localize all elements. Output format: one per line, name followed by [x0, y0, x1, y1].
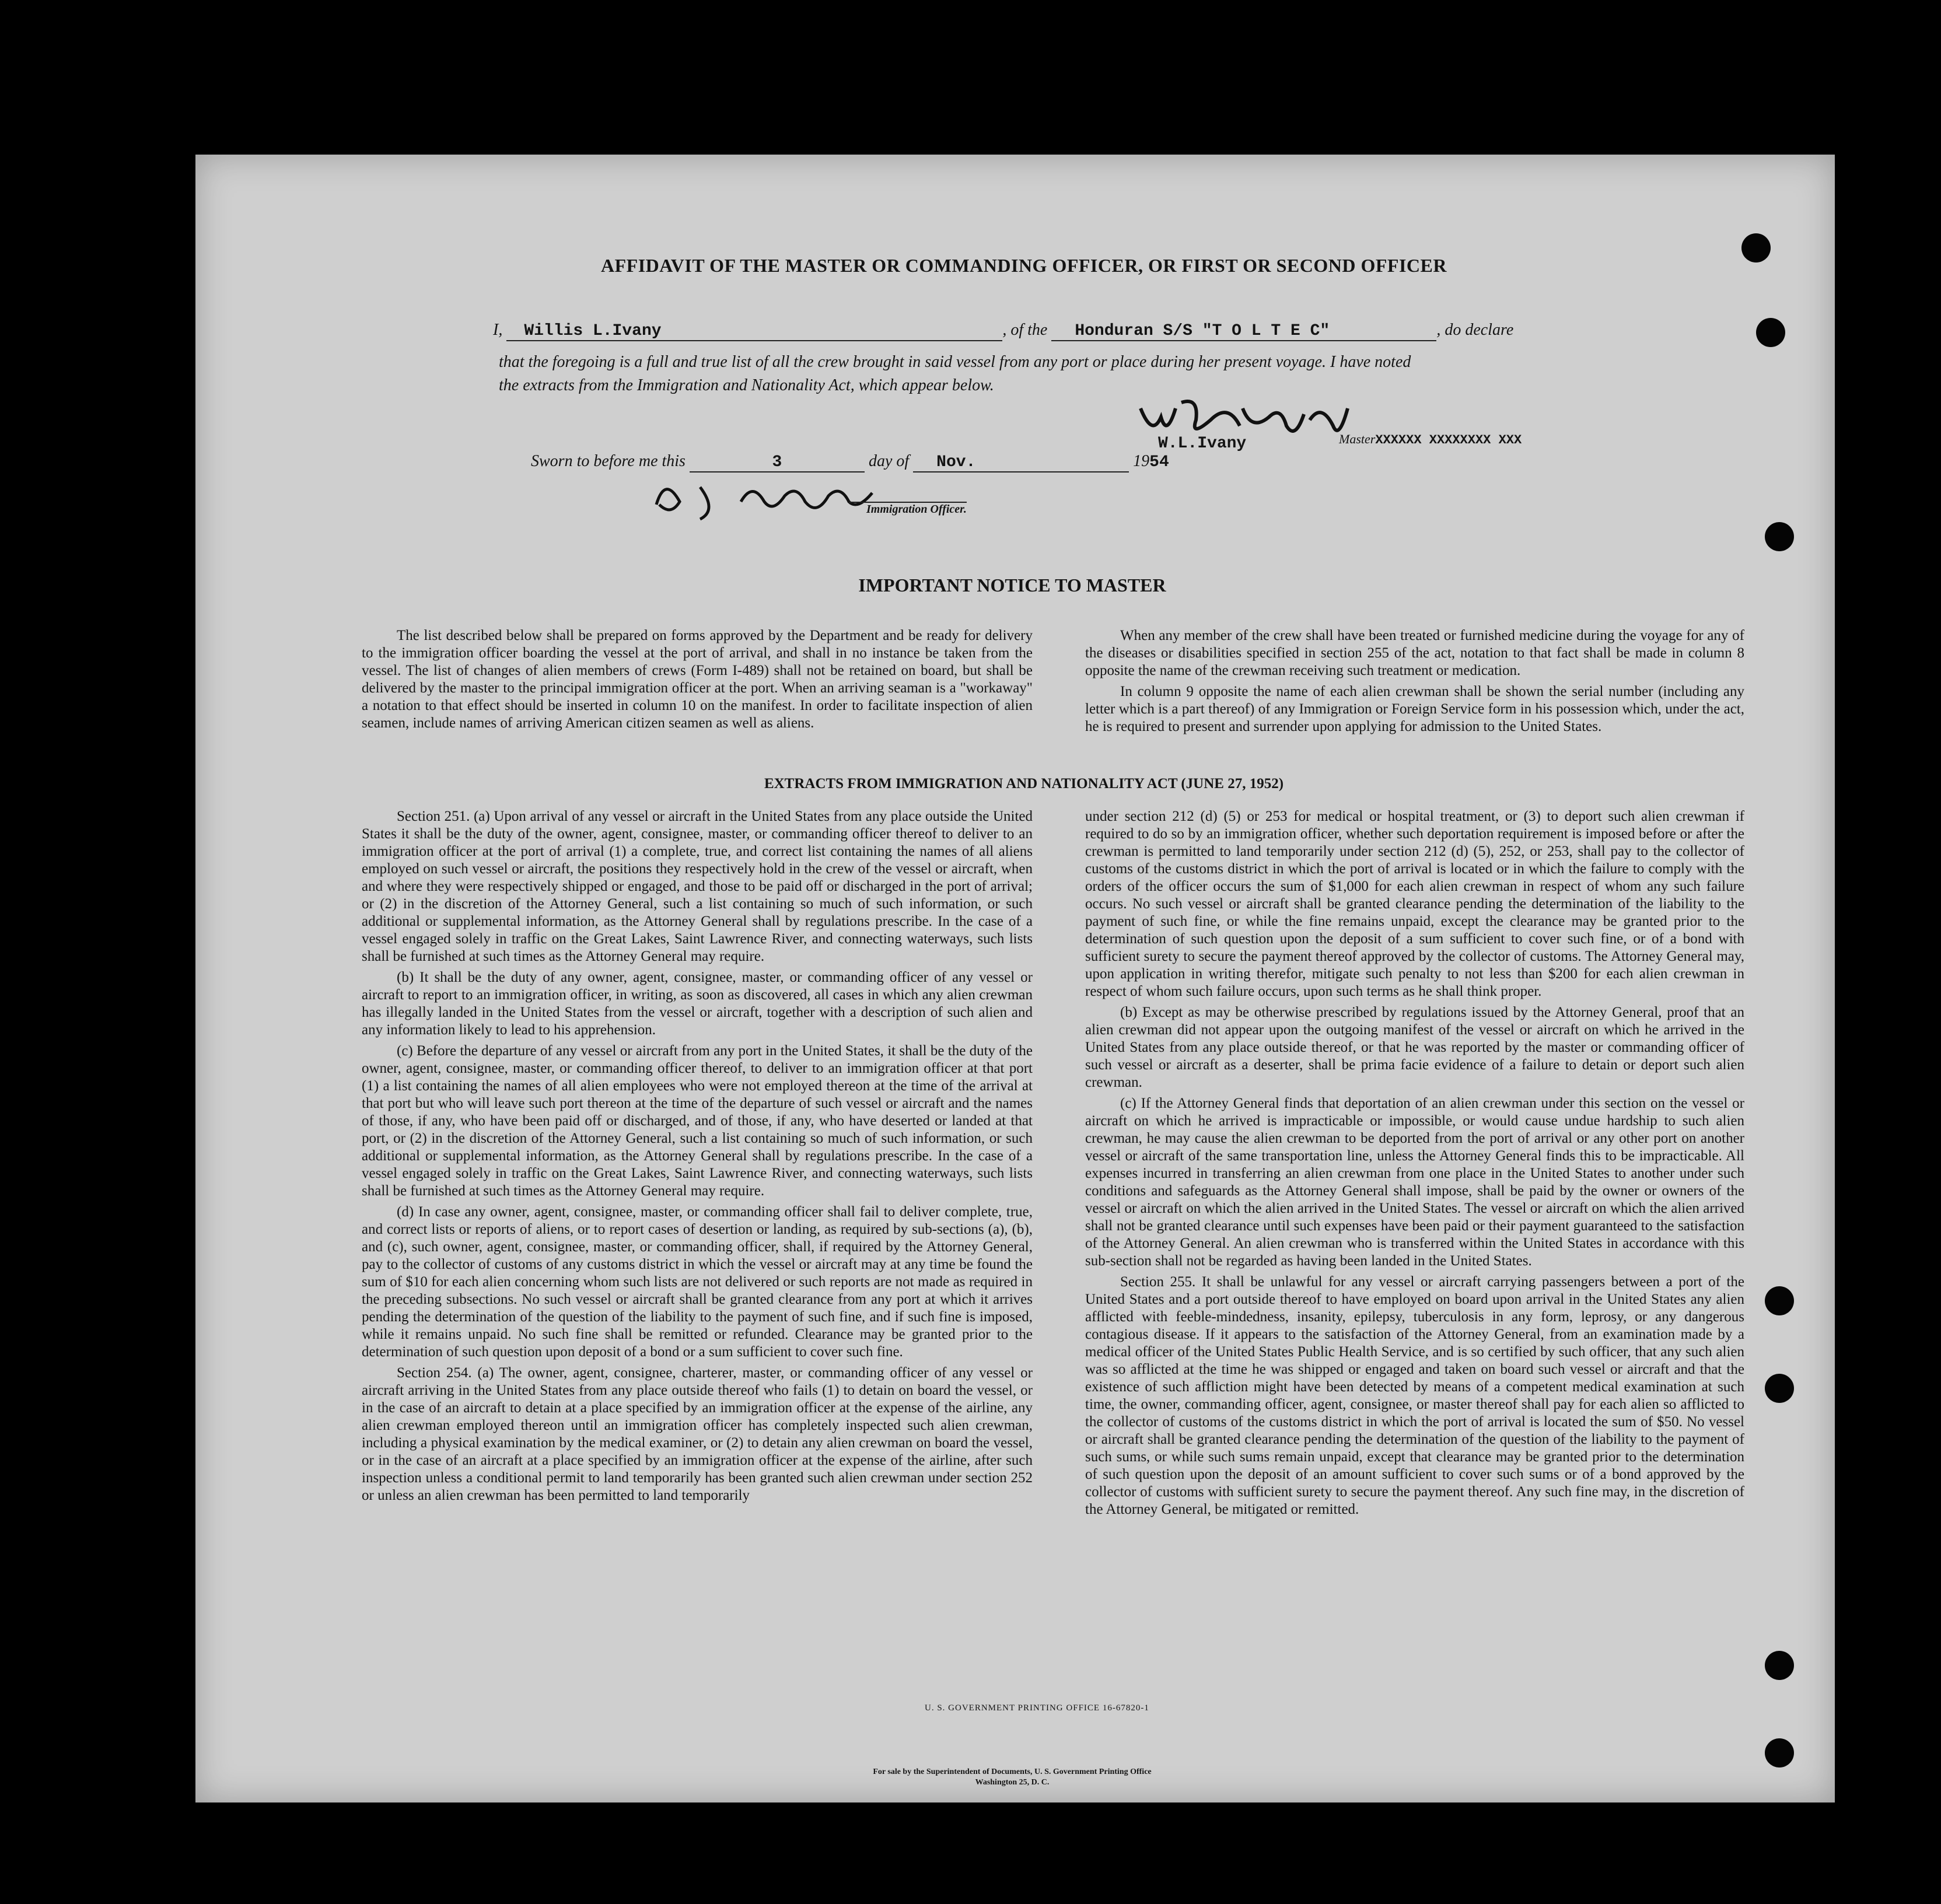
extract-paragraph: (d) In case any owner, agent, consignee, master, or commanding officer shall fail to deliver complete, true, and correct lists or reports of aliens, or to report cases of desertion or landing, as required by sub-sections (a), (b), and (c), such owner, agent, consignee, master, or commanding officer, shall, if required by the Attorney General, pay to the collector of customs of any customs district in which the vessel or aircraft may at any time be found the sum of $10 for each alien concerning whom such lists are not delivered or such reports are not made as required in the preceding subsections. No such vessel or aircraft shall be granted clearance from any port at which it arrives pending the determination of the question of the liability to the payment of such fine, and if such fine is imposed, while it remains unpaid. No such fine shall be remitted or refunded. Clearance may be granted prior to the determination of such question upon deposit of a bond or a sum sufficient to cover such fine. [362, 1204, 1033, 1360]
sale-line-2: Washington 25, D. C. [975, 1778, 1050, 1787]
extract-paragraph: (b) It shall be the duty of any owner, agent, consignee, master, or commanding officer of any vessel or aircraft to report to an immigration officer, in writing, as soon as discovered, all cases in which any alien crewman has illegally landed in the United States from the vessel or aircraft, together with a description of such alien and any information likely to lead to his apprehension. [362, 970, 1033, 1038]
declaration-text-1: that the foregoing is a full and true list of all the crew brought in said vessel from any port or place during her present voyage. I have noted [499, 353, 1411, 371]
sworn-day: 3 [772, 453, 782, 471]
sworn-month: Nov. [936, 453, 976, 471]
extracts-title: EXTRACTS FROM IMMIGRATION AND NATIONALITY ACT (JUNE 27, 1952) [764, 776, 1284, 792]
binder-hole [1765, 1738, 1794, 1768]
notice-right-paragraph: When any member of the crew shall have been treated or furnished medicine during the voyage for any of the diseases or disabilities specified in section 255 of the act, notation to that fact shall be made in column 8 opposite the name of the crewman receiving such treatment or medication. [1085, 628, 1744, 678]
binder-hole [1765, 522, 1794, 551]
do-declare-label: , do declare [1436, 321, 1514, 339]
extract-paragraph: (c) If the Attorney General finds that deportation of an alien crewman under this section on the vessel or aircraft on which he arrived is impracticable or impossible, or would cause undue hardship to such alien crewman, he may cause the alien crewman to be deported from the port of arrival or any other port on another vessel or aircraft of the same transportation line, unless the Attorney General finds this to be impracticable. All expenses incurred in transferring an alien crewman from one place in the United States to another under such conditions and safeguards as the Attorney General shall impose, shall be paid by the owner or owners of the vessel or aircraft on which the alien arrived in the United States. The vessel or aircraft on which the alien arrived shall not be granted clearance until such expenses have been paid or their payment guaranteed to the satisfaction of the Attorney General. An alien crewman who is transferred within the United States in accordance with this sub-section shall not be regarded as having been landed in the United States. [1085, 1096, 1744, 1269]
notice-left-column [362, 627, 1033, 732]
declaration-text-2: the extracts from the Immigration and Nationality Act, which appear below. [499, 376, 994, 394]
extracts-right-column [1085, 808, 1744, 1518]
extract-paragraph: (b) Except as may be otherwise prescribed by regulations issued by the Attorney General, proof that an alien crewman did not appear upon the outgoing manifest of the vessel or aircraft on which he arrived in the United States from any place outside thereof, or that he was reported by the master or commanding officer of such vessel or aircraft as a deserter, shall be prima facie evidence of a failure to detain or deport such alien crewman. [1085, 1005, 1744, 1090]
declarant-name: Willis L.Ivany [524, 322, 662, 340]
extracts-left-column [362, 808, 1033, 1504]
binder-hole [1765, 1651, 1794, 1680]
master-strikeout: XXXXXX XXXXXXXX XXX [1375, 433, 1522, 447]
master-typed-name: W.L.Ivany [1158, 435, 1247, 453]
extract-paragraph: under section 212 (d) (5) or 253 for medical or hospital treatment, or (3) to deport such alien crewman if required to do so by an immigration officer, whether such deportation requirement is imposed before or after the crewman is permitted to land temporarily under section 212 (d) (5), 252, or 253, shall pay to the collector of customs of the customs district in which the port of arrival is located or in which the failure to comply with the orders of the officer occurs the sum of $1,000 for each alien crewman in respect of whom any such failure occurs. No such vessel or aircraft shall be granted clearance pending the determination of the liability to the payment of such fine, or while the fine remains unpaid, except the clearance may be granted prior to the determination of such question upon the deposit of a sum sufficient to cover such fine, or of a bond with sufficient surety to secure the payment thereof approved by the collector of customs. The Attorney General may, upon application in writing therefor, mitigate such penalty to not less than $200 for each alien crewman in respect of whom such failure occurs, upon such terms as he shall think proper. [1085, 808, 1744, 999]
officer-signature [648, 470, 881, 522]
declarant-name-field [506, 322, 1002, 341]
master-line [1339, 432, 1522, 447]
sworn-year-prefix: 19 [1133, 452, 1150, 470]
of-label: , of the [1002, 321, 1048, 339]
declaration-line [493, 321, 1776, 341]
binder-hole [1765, 1374, 1794, 1403]
binder-hole [1765, 1286, 1794, 1315]
notice-right-paragraph: In column 9 opposite the name of each alien crewman shall be shown the serial number (including any letter which is a part thereof) of any Immigration or Foreign Service form in his possession which, under the act, he is required to present and surrender upon applying for admission to the United States. [1085, 684, 1744, 734]
notice-right-column [1085, 627, 1744, 736]
extract-paragraph: (c) Before the departure of any vessel or aircraft from any port in the United States, it shall be the duty of the owner, agent, consignee, master, or commanding officer thereof, to deliver to an immigration officer at that port (1) a list containing the names of all alien employees who were not employed thereon at the time of the arrival at that port but who will leave such port thereon at the time of the departure of such vessel or aircraft and the names of those, if any, who have been paid off or discharged, and of those, if any, who have deserted or landed at that port, or (2) in the discretion of the Attorney General, such a list containing so much of such information, or such additional or supplemental information, as the Attorney General shall by regulations prescribe. In the case of a vessel engaged solely in traffic on the Great Lakes, Saint Lawrence River, and connecting waterways, such lists shall be furnished at such times as the Attorney General may require. [362, 1043, 1033, 1199]
notice-title: IMPORTANT NOTICE TO MASTER [858, 575, 1166, 596]
sworn-label: Sworn to before me this [531, 452, 686, 470]
vessel-name: Honduran S/S "T O L T E C" [1075, 322, 1330, 340]
immigration-officer-label: Immigration Officer. [849, 502, 967, 516]
sale-line-1: For sale by the Superintendent of Documents, U. S. Government Printing Office [873, 1768, 1152, 1776]
extract-paragraph: Section 254. (a) The owner, agent, consignee, charterer, master, or commanding officer of any vessel or aircraft arriving in the United States from any place outside thereof who fails (1) to detain on board the vessel, or in the case of an aircraft to detain at a place specified by an immigration officer at the expense of the airline, any alien crewman employed thereon until an immigration officer has completely inspected such alien crewman, including a physical examination by the medical examiner, or (2) to detain any alien crewman on board the vessel, or in the case of an aircraft at a place specified by an immigration officer at the expense of the airline, after such inspection unless a conditional permit to land temporarily has been granted such alien crewman under section 252 or unless an alien crewman has been permitted to land temporarily [362, 1365, 1033, 1503]
binder-hole [1741, 233, 1771, 262]
i-label: I, [493, 321, 503, 339]
vessel-name-field [1051, 322, 1436, 341]
day-of-label: day of [868, 452, 910, 470]
sworn-year-suffix: 54 [1149, 453, 1169, 471]
document-page [195, 155, 1835, 1803]
sworn-month-field [913, 453, 1129, 473]
extract-paragraph: Section 255. It shall be unlawful for any vessel or aircraft carrying passengers between a port of the United States and a port outside thereof to have employed on board upon arrival in the United States any alien afflicted with feeble-mindedness, insanity, epilepsy, tuberculosis in any form, leprosy, or any dangerous contagious disease. If it appears to the satisfaction of the Attorney General, from an examination made by a medical officer of the United States Public Health Service, and is so certified by such officer, that any such alien was so afflicted at the time he was shipped or engaged and taken on board such vessel or aircraft and that the existence of such affliction might have been detected by means of a competent medical examination at such time, the owner, commanding officer, agent, consignee, or master thereof shall pay for each alien so afflicted to the collector of customs of the customs district in which the port of arrival is located the sum of $50. No vessel or aircraft shall be granted clearance pending the determination of the question of the liability to the payment of such sums, or while such sums remain unpaid, except that clearance may be granted prior to the determination of such question upon the deposit of an amount sufficient to cover such sums or of a bond approved by the collector of customs with sufficient surety to secure the payment thereof. Any such fine may, in the discretion of the Attorney General, be mitigated or remitted. [1085, 1274, 1744, 1517]
affidavit-title: AFFIDAVIT OF THE MASTER OR COMMANDING OFFICER, OR FIRST OR SECOND OFFICER [601, 255, 1447, 276]
extract-paragraph: Section 251. (a) Upon arrival of any vessel or aircraft in the United States from any place outside the United States it shall be the duty of the owner, agent, consignee, master, or commanding officer thereof to deliver to an immigration officer at the port of arrival (1) a complete, true, and correct list containing the names of all aliens employed on such vessel or aircraft, the positions they respectively hold in the crew of the vessel or aircraft, when and where they were respectively shipped or engaged, and those to be paid off or discharged in the port of arrival; or (2) in the discretion of the Attorney General, such a list containing so much of such information, or such additional or supplemental information, as the Attorney General shall by regulations prescribe. In the case of a vessel engaged solely in traffic on the Great Lakes, Saint Lawrence River, and connecting waterways, such lists shall be furnished at such times as the Attorney General may require. [362, 808, 1033, 964]
master-label: Master [1339, 432, 1376, 446]
notice-left-paragraph: The list described below shall be prepared on forms approved by the Department and be ready for delivery to the immigration officer boarding the vessel at the port of arrival, and shall in no instance be taken from the vessel. The list of changes of alien members of crews (Form I-489) shall not be retained on board, but shall be delivered by the master to the principal immigration officer at the port. When an arriving seaman is a "workaway" a notation to that effect should be inserted in column 10 on the manifest. In order to facilitate inspection of alien seamen, include names of arriving American citizen seamen as well as aliens. [362, 628, 1033, 731]
gpo-line: U. S. GOVERNMENT PRINTING OFFICE 16-67820-1 [925, 1703, 1149, 1713]
